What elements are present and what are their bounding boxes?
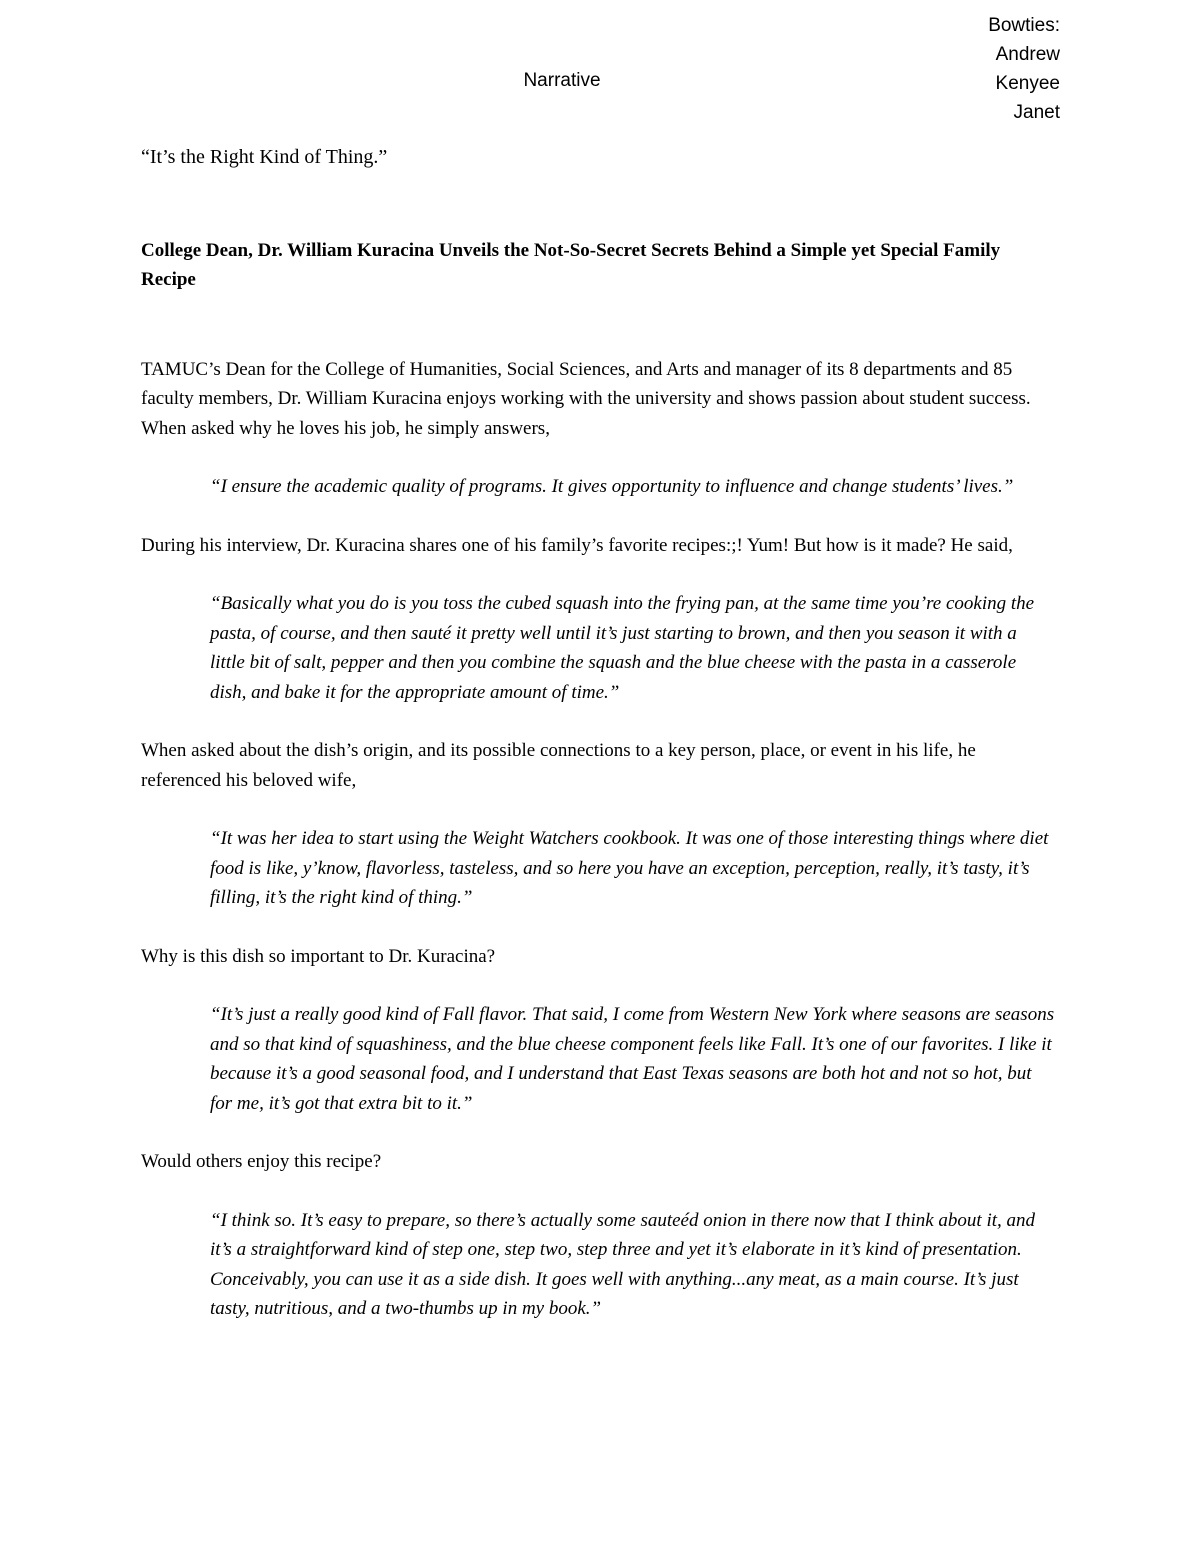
quote-block: “It was her idea to start using the Weight Watchers cookbook. It was one of those interesting things where diet food is like, y’know, flavorless, tasteless, and so here you have an exception, perception, really, it’s tasty, it’s filling, it’s the right kind of thing.” <box>210 828 1049 908</box>
group-label: Bowties: <box>988 15 1060 36</box>
quote-block: “I think so. It’s easy to prepare, so there’s actually some sauteéd onion in there now that I think about it, and it’s a straightforward kind of step one, step two, step three and yet it’s elaborate in it’s kind of presentation. Conceivably, you can use it as a side dish. It goes well with anything...any meat, as a main course. It’s just tasty, nutritious, and a two-thumbs up in my book.” <box>210 1209 1036 1319</box>
paragraph: During his interview, Dr. Kuracina shares one of his family’s favorite recipes:;! Yum! But how is it made? He said, <box>141 534 1013 556</box>
paragraph: When asked about the dish’s origin, and its possible connections to a key person, place, or event in his life, he referenced his beloved wife, <box>141 740 976 791</box>
paragraph-intro: TAMUC’s Dean for the College of Humanities, Social Sciences, and Arts and manager of its 8 departments and 85 faculty members, Dr. William Kuracina enjoys working with the university and shows passion about student success. When asked why he loves his job, he simply answers, <box>141 358 1031 439</box>
quote-block: “Basically what you do is you toss the cubed squash into the frying pan, at the same time you’re cooking the pasta, of course, and then sauté it pretty well until it’s just starting to brown, and then you season it with a little bit of salt, pepper and then you combine the squash and the blue cheese with the pasta in a casserole dish, and bake it for the appropriate amount of time.” <box>210 593 1035 703</box>
header-narrative-label: Narrative <box>523 70 601 91</box>
quote-block: “It’s just a really good kind of Fall flavor. That said, I come from Western New York where seasons are seasons and so that kind of squashiness, and the blue cheese component feels like Fall. It’s one of our favorites. I like it because it’s a good seasonal food, and I understand that East Texas seasons are both hot and not so hot, but for me, it’s got that extra bit to it.” <box>210 1004 1055 1114</box>
quote-block: “I ensure the academic quality of programs. It gives opportunity to influence and change students’ lives.” <box>210 476 1014 497</box>
paragraph: Why is this dish so important to Dr. Kuracina? <box>141 945 496 967</box>
group-members-block <box>860 11 1060 127</box>
document-body <box>141 143 1056 1324</box>
title-quote: “It’s the Right Kind of Thing.” <box>141 146 388 168</box>
headline: College Dean, Dr. William Kuracina Unveils the Not-So-Secret Secrets Behind a Simple yet Special Family Recipe <box>141 239 1001 290</box>
paragraph: Would others enjoy this recipe? <box>141 1151 382 1172</box>
group-member: Andrew <box>995 44 1060 65</box>
group-member: Janet <box>1013 102 1060 123</box>
group-member: Kenyee <box>995 73 1060 94</box>
